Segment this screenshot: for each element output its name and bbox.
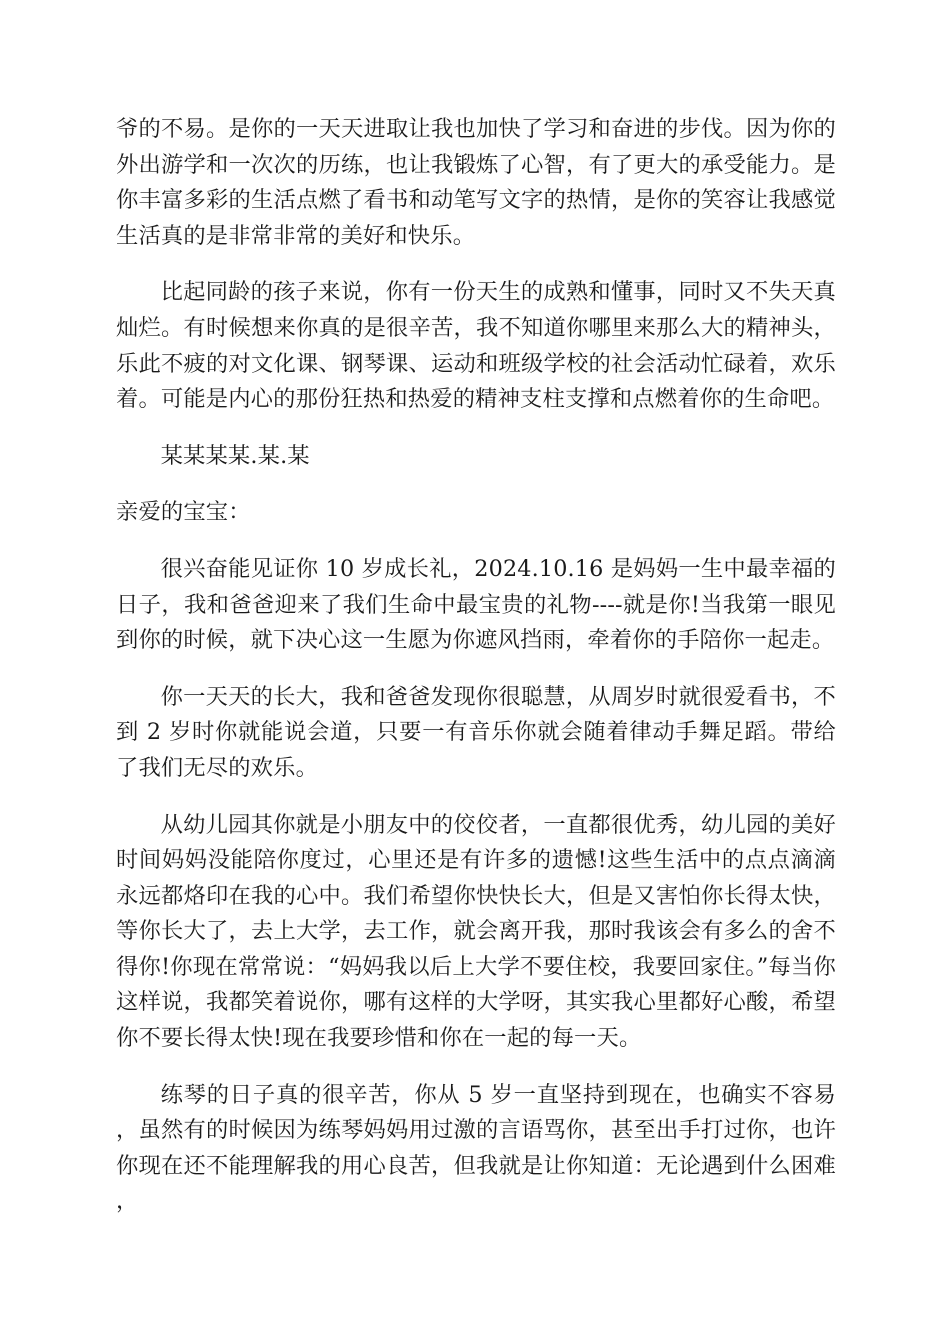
- paragraph-praise: 比起同龄的孩子来说，你有一份天生的成熟和懂事，同时又不失天真灿烂。有时候想来你真的是很辛苦，我不知道你哪里来那么大的精神头，乐此不疲的对文化课、钢琴课、运动和班级学校的社会活动忙碌着，欢乐着。可能是内心的那份狂热和热爱的精神支柱支撑和点燃着你的生命吧。: [116, 279, 836, 413]
- paragraph-growing-up: 你一天天的长大，我和爸爸发现你很聪慧，从周岁时就很爱看书，不到 2 岁时你就能说会道，只要一有音乐你就会随着律动手舞足蹈。带给了我们无尽的欢乐。: [116, 683, 836, 781]
- paragraph-birth: 很兴奋能见证你 10 岁成长礼，2024.10.16 是妈妈一生中最幸福的日子，我和爸爸迎来了我们生命中最宝贵的礼物----就是你!当我第一眼见到你的时候，就下决心这一生愿为你遮风挡雨，牵着你的手陪你一起走。: [116, 555, 836, 654]
- signature-line: 某某某某.某.某: [160, 442, 310, 469]
- paragraph-continuation: 爷的不易。是你的一天天进取让我也加快了学习和奋进的步伐。因为你的外出游学和一次次的历练，也让我锻炼了心智，有了更大的承受能力。是你丰富多彩的生活点燃了看书和动笔写文字的热情，是你的笑容让我感觉生活真的是非常非常的美好和快乐。: [116, 116, 836, 249]
- document-body: [116, 112, 836, 1241]
- paragraph-kindergarten: 从幼儿园其你就是小朋友中的佼佼者，一直都很优秀，幼儿园的美好时间妈妈没能陪你度过，心里还是有许多的遗憾!这些生活中的点点滴滴永远都烙印在我的心中。我们希望你快快长大，但是又害怕你长得太快，等你长大了，去上大学，去工作，就会离开我，那时我该会有多么的舍不得你!你现在常常说：“妈妈我以后上大学不要住校，我要回家住。”每当你这样说，我都笑着说你，哪有这样的大学呀，其实我心里都好心酸，希望你不要长得太快!现在我要珍惜和你在一起的每一天。: [116, 811, 836, 1052]
- paragraph-piano: 练琴的日子真的很辛苦，你从 5 岁一直坚持到现在，也确实不容易，虽然有的时候因为练琴妈妈用过激的言语骂你，甚至出手打过你，也许你现在还不能理解我的用心良苦，但我就是让你知道：无论遇到什么困难，: [116, 1081, 836, 1215]
- salutation: 亲爱的宝宝：: [116, 499, 251, 526]
